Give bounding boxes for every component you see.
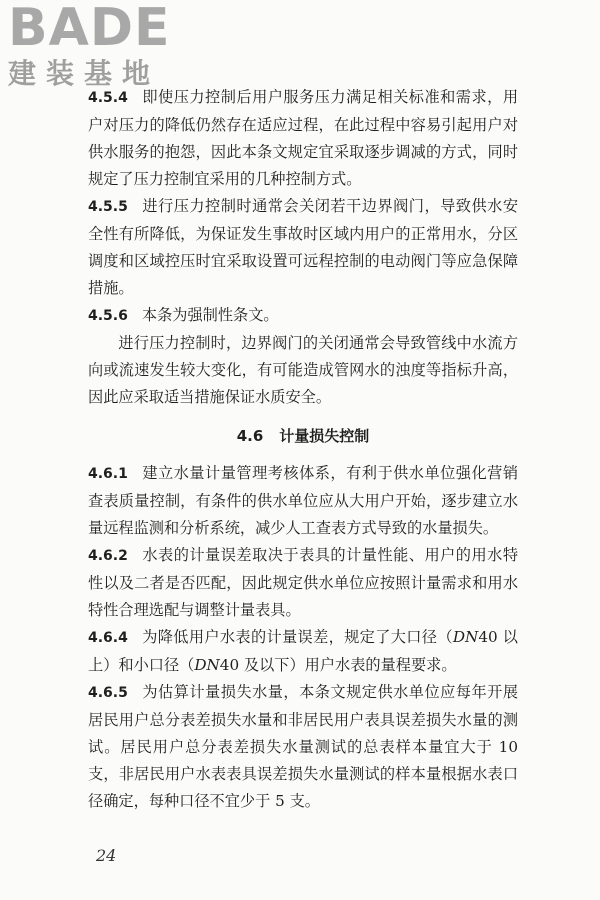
- clause-text: 水表的计量误差取决于表具的计量性能、用户的用水特性以及二者是否匹配，因此规定供水单位应按照计量需求和用水特性合理选配与调整计量表具。: [88, 546, 518, 619]
- clause-text: 进行压力控制时通常会关闭若干边界阀门，导致供水安全性有所降低，为保证发生事故时区域内用户的正常用水，分区调度和区域控压时宜采取设置可远程控制的电动阀门等应急保障措施。: [88, 197, 518, 297]
- clause-4-6-1: [88, 460, 518, 542]
- section-heading: [88, 423, 518, 450]
- section-number: 4.6: [236, 427, 264, 445]
- clause-number: 4.6.2: [88, 548, 128, 564]
- clause-4-6-2: [88, 542, 518, 624]
- clause-text: 建立水量计量管理考核体系，有利于供水单位强化营销查表质量控制，有条件的供水单位应从大用户开始，逐步建立水量远程监测和分析系统，减少人工查表方式导致的水量损失。: [88, 464, 518, 537]
- page-number: 24: [96, 846, 117, 865]
- clause-4-5-6-explanation: 进行压力控制时，边界阀门的关闭通常会导致管线中水流方向或流速发生较大变化，有可能造成管网水的浊度等指标升高，因此应采取适当措施保证水质安全。: [88, 334, 518, 406]
- clause-text: 即使压力控制后用户服务压力满足相关标准和需求，用户对压力的降低仍然存在适应过程，在此过程中容易引起用户对供水服务的抱怨，因此本条文规定宜采取逐步调减的方式，同时规定了压力控制宜采用的几种控制方式。: [88, 88, 518, 188]
- section-title: 计量损失控制: [279, 427, 370, 445]
- clause-text: 为降低用户水表的计量误差，规定了大口径（: [141, 628, 453, 646]
- dn-label: DN: [194, 656, 220, 674]
- clause-4-6-4: [88, 624, 518, 679]
- clause-text: 40 以上）和小口径（: [88, 628, 518, 674]
- clause-number: 4.6.1: [88, 466, 128, 482]
- clause-4-6-5: [88, 679, 518, 815]
- logo-subtitle: 建装基地: [8, 57, 161, 90]
- clause-4-5-4: [88, 84, 518, 193]
- clause-number: 4.6.5: [88, 685, 128, 701]
- clause-text: 本条为强制性条文。: [141, 306, 279, 324]
- dn-label: DN: [452, 628, 479, 646]
- clause-4-5-5: [88, 193, 518, 302]
- clause-number: 4.5.6: [88, 308, 128, 324]
- clause-number: 4.6.4: [88, 630, 128, 646]
- clause-text: 40 及以下）用户水表的量程要求。: [219, 656, 457, 674]
- clause-text: 为估算计量损失水量，本条文规定供水单位应每年开展居民用户总分表差损失水量和非居民用户表具误差损失水量的测试。居民用户总分表差损失水量测试的总表样本量宜大于 10 支，非居民用户水表表具误差损失水量测试的样本量根据水表口径确定，每种口径不宜少于 5 支。: [88, 683, 518, 810]
- clause-number: 4.5.4: [88, 90, 128, 106]
- document-body: [88, 84, 518, 815]
- clause-number: 4.5.5: [88, 199, 128, 215]
- clause-4-5-6: [88, 302, 518, 330]
- logo-brand: BADE: [8, 0, 171, 58]
